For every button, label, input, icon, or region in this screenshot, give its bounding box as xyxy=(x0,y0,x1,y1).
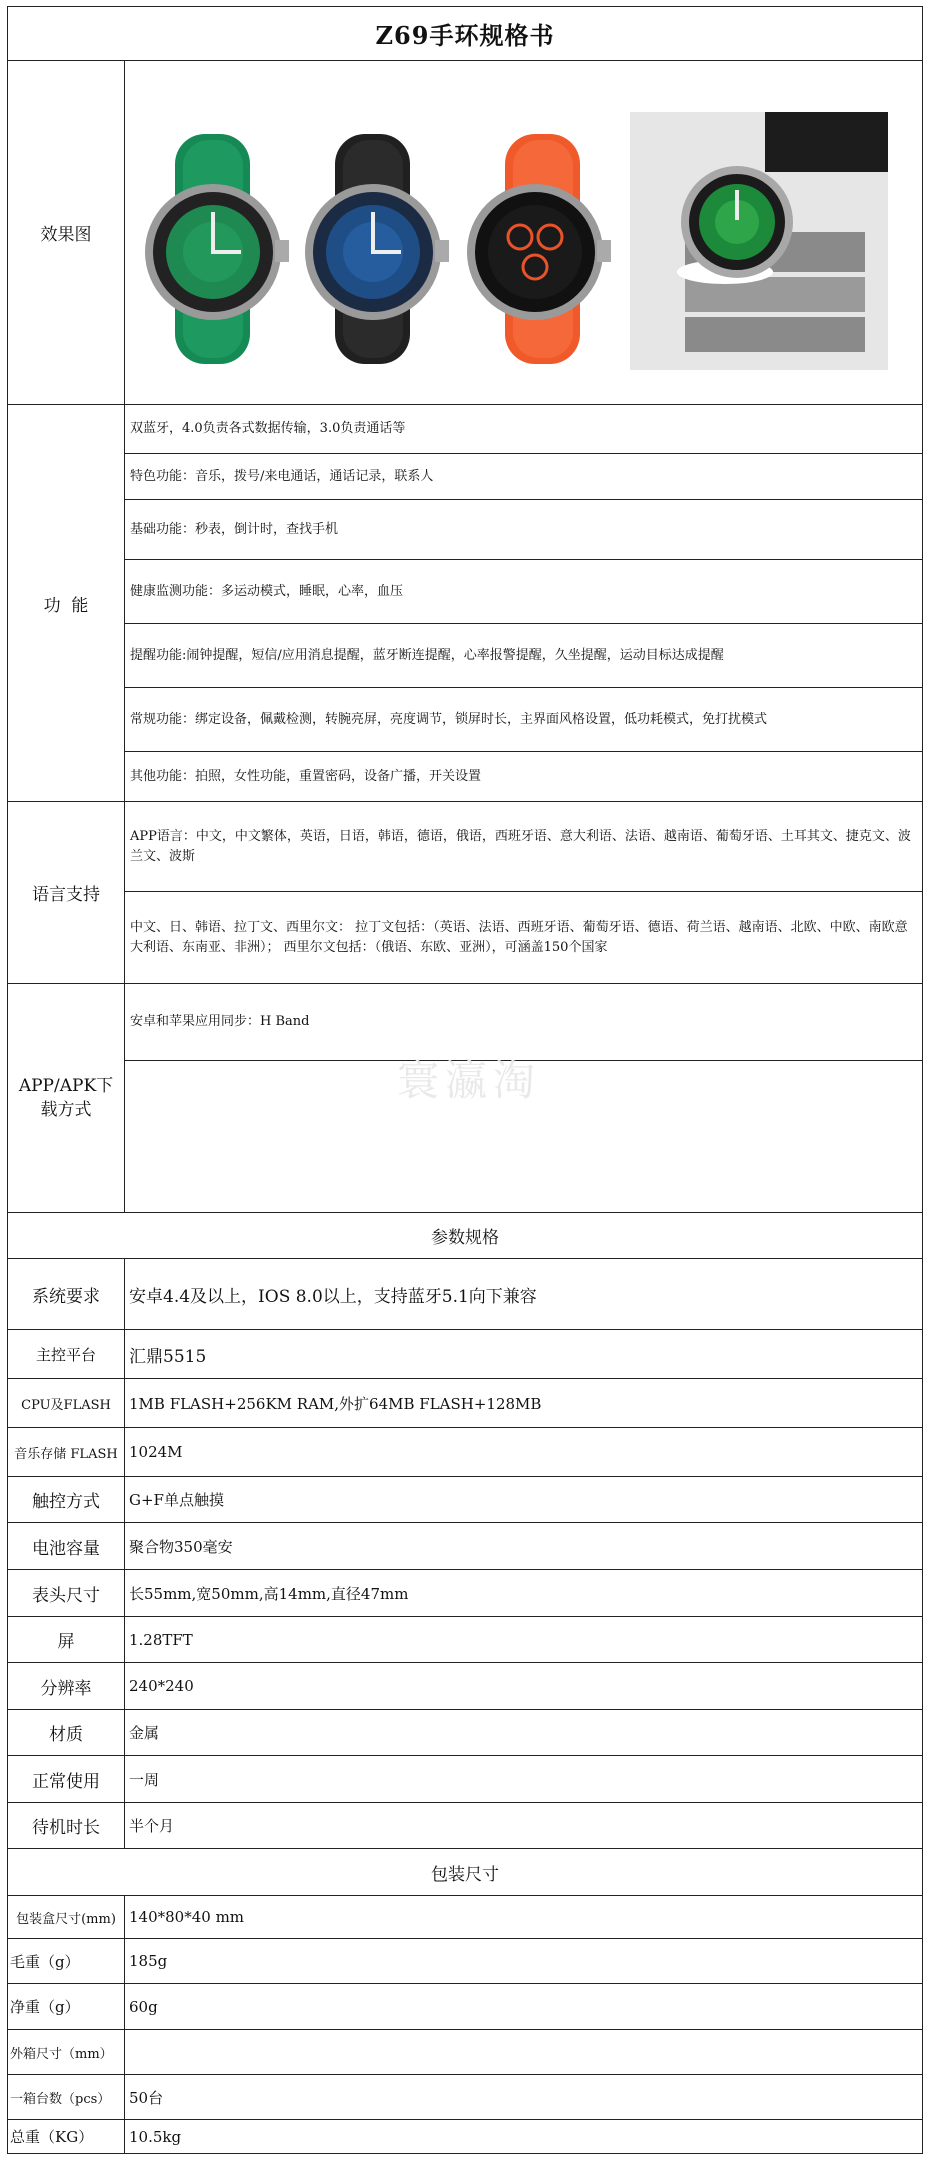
watch-blue-image xyxy=(305,134,449,364)
spec-value: 1MB FLASH+256KM RAM,外扩64MB FLASH+128MB xyxy=(129,1394,542,1413)
package-label: 外箱尺寸（mm） xyxy=(8,2030,125,2074)
spec-value: 240*240 xyxy=(129,1677,194,1695)
page-title: Z69手环规格书 xyxy=(375,21,555,50)
package-row xyxy=(7,1938,923,1984)
package-label: 总重（KG） xyxy=(8,2120,125,2153)
spec-value: 金属 xyxy=(129,1724,160,1742)
spec-label: 分辨率 xyxy=(8,1663,125,1709)
spec-row xyxy=(7,1662,923,1710)
package-label: 包装盒尺寸(mm) xyxy=(8,1896,125,1938)
spec-value: 一周 xyxy=(129,1770,160,1789)
spec-value: 1024M xyxy=(129,1443,183,1461)
language-label: 语言支持 xyxy=(8,802,125,983)
spec-label: 音乐存储 FLASH xyxy=(8,1428,125,1476)
app-download-label: APP/APK下载方式 xyxy=(8,984,125,1212)
spec-value: 聚合物350毫安 xyxy=(129,1537,233,1556)
language-row xyxy=(7,801,923,984)
spec-row xyxy=(7,1329,923,1379)
spec-label: 表头尺寸 xyxy=(8,1570,125,1616)
functions-row xyxy=(7,404,923,802)
package-value: 50台 xyxy=(129,2088,164,2107)
app-language: APP语言：中文，中文繁体，英语，日语，韩语，德语，俄语，西班牙语、意大利语、法语、越南语、葡萄牙语、土耳其文、捷克文、波兰文、波斯 xyxy=(130,828,911,864)
watch-orange-image xyxy=(467,134,611,364)
package-value: 140*80*40 mm xyxy=(129,1908,245,1926)
package-header-text: 包装尺寸 xyxy=(431,1864,499,1885)
spec-value: 半个月 xyxy=(129,1817,175,1835)
package-label: 净重（g） xyxy=(8,1984,125,2029)
function-item: 健康监测功能：多运动模式，睡眠，心率，血压 xyxy=(125,559,922,623)
package-value xyxy=(125,2030,922,2074)
spec-label: 待机时长 xyxy=(8,1803,125,1848)
app-sync: 安卓和苹果应用同步：H Band xyxy=(130,1014,310,1029)
params-header xyxy=(7,1212,923,1259)
package-row xyxy=(7,2074,923,2120)
spec-row xyxy=(7,1476,923,1523)
spec-row xyxy=(7,1709,923,1756)
package-label: 毛重（g） xyxy=(8,1939,125,1983)
watch-green-image xyxy=(145,134,289,364)
spec-label: 电池容量 xyxy=(8,1523,125,1569)
spec-label: CPU及FLASH xyxy=(8,1379,125,1427)
spec-value: G+F单点触摸 xyxy=(129,1491,224,1509)
package-row xyxy=(7,2029,923,2075)
watch-photo xyxy=(630,112,888,370)
title-row xyxy=(7,6,923,61)
effect-row xyxy=(7,60,923,405)
spec-row xyxy=(7,1427,923,1477)
spec-label: 主控平台 xyxy=(8,1330,125,1378)
spec-label: 正常使用 xyxy=(8,1756,125,1802)
spec-label: 触控方式 xyxy=(8,1477,125,1522)
package-value: 185g xyxy=(129,1952,168,1970)
function-item: 提醒功能:闹钟提醒，短信/应用消息提醒，蓝牙断连提醒，心率报警提醒，久坐提醒，运动目标达成提醒 xyxy=(125,623,922,687)
functions-label: 功 能 xyxy=(8,405,125,801)
watermark: 寰瀛淘 xyxy=(397,1056,542,1105)
device-language: 中文、日、韩语、拉丁文、西里尔文： 拉丁文包括：（英语、法语、西班牙语、葡萄牙语、德语、荷兰语、越南语、北欧、中欧、南欧意大利语、东南亚、非洲）； 西里尔文包括：（俄语、东欧、亚洲），可涵盖150个国家 xyxy=(125,891,922,983)
spec-row xyxy=(7,1755,923,1803)
function-item: 基础功能：秒表，倒计时，查找手机 xyxy=(125,499,922,559)
spec-value: 汇鼎5515 xyxy=(129,1346,207,1367)
spec-row xyxy=(7,1802,923,1849)
spec-label: 系统要求 xyxy=(8,1259,125,1329)
watch-photos xyxy=(125,62,922,404)
package-row xyxy=(7,1895,923,1939)
spec-row xyxy=(7,1616,923,1663)
spec-value: 1.28TFT xyxy=(129,1630,193,1649)
package-label: 一箱台数（pcs） xyxy=(8,2075,125,2119)
package-value: 60g xyxy=(129,1997,158,2016)
function-item: 其他功能：拍照，女性功能，重置密码，设备广播，开关设置 xyxy=(125,751,922,801)
spec-row xyxy=(7,1378,923,1428)
spec-row xyxy=(7,1258,923,1330)
spec-value: 长55mm,宽50mm,高14mm,直径47mm xyxy=(129,1584,409,1603)
spec-label: 材质 xyxy=(8,1710,125,1755)
spec-sheet xyxy=(7,6,923,2154)
function-item: 特色功能：音乐，拨号/来电通话，通话记录，联系人 xyxy=(125,453,922,499)
effect-label: 效果图 xyxy=(8,61,125,404)
function-item: 常规功能：绑定设备，佩戴检测，转腕亮屏，亮度调节，锁屏时长，主界面风格设置，低功耗模式，免打扰模式 xyxy=(125,687,922,751)
package-row xyxy=(7,2119,923,2154)
package-row xyxy=(7,1983,923,2030)
package-header xyxy=(7,1848,923,1896)
package-value: 10.5kg xyxy=(129,2127,182,2146)
spec-row xyxy=(7,1522,923,1570)
spec-row xyxy=(7,1569,923,1617)
function-item: 双蓝牙，4.0负责各式数据传输，3.0负责通话等 xyxy=(130,421,406,436)
spec-label: 屏 xyxy=(8,1617,125,1662)
product-images xyxy=(125,61,922,404)
spec-value: 安卓4.4及以上，IOS 8.0以上，支持蓝牙5.1向下兼容 xyxy=(129,1286,537,1307)
params-header-text: 参数规格 xyxy=(431,1228,499,1248)
